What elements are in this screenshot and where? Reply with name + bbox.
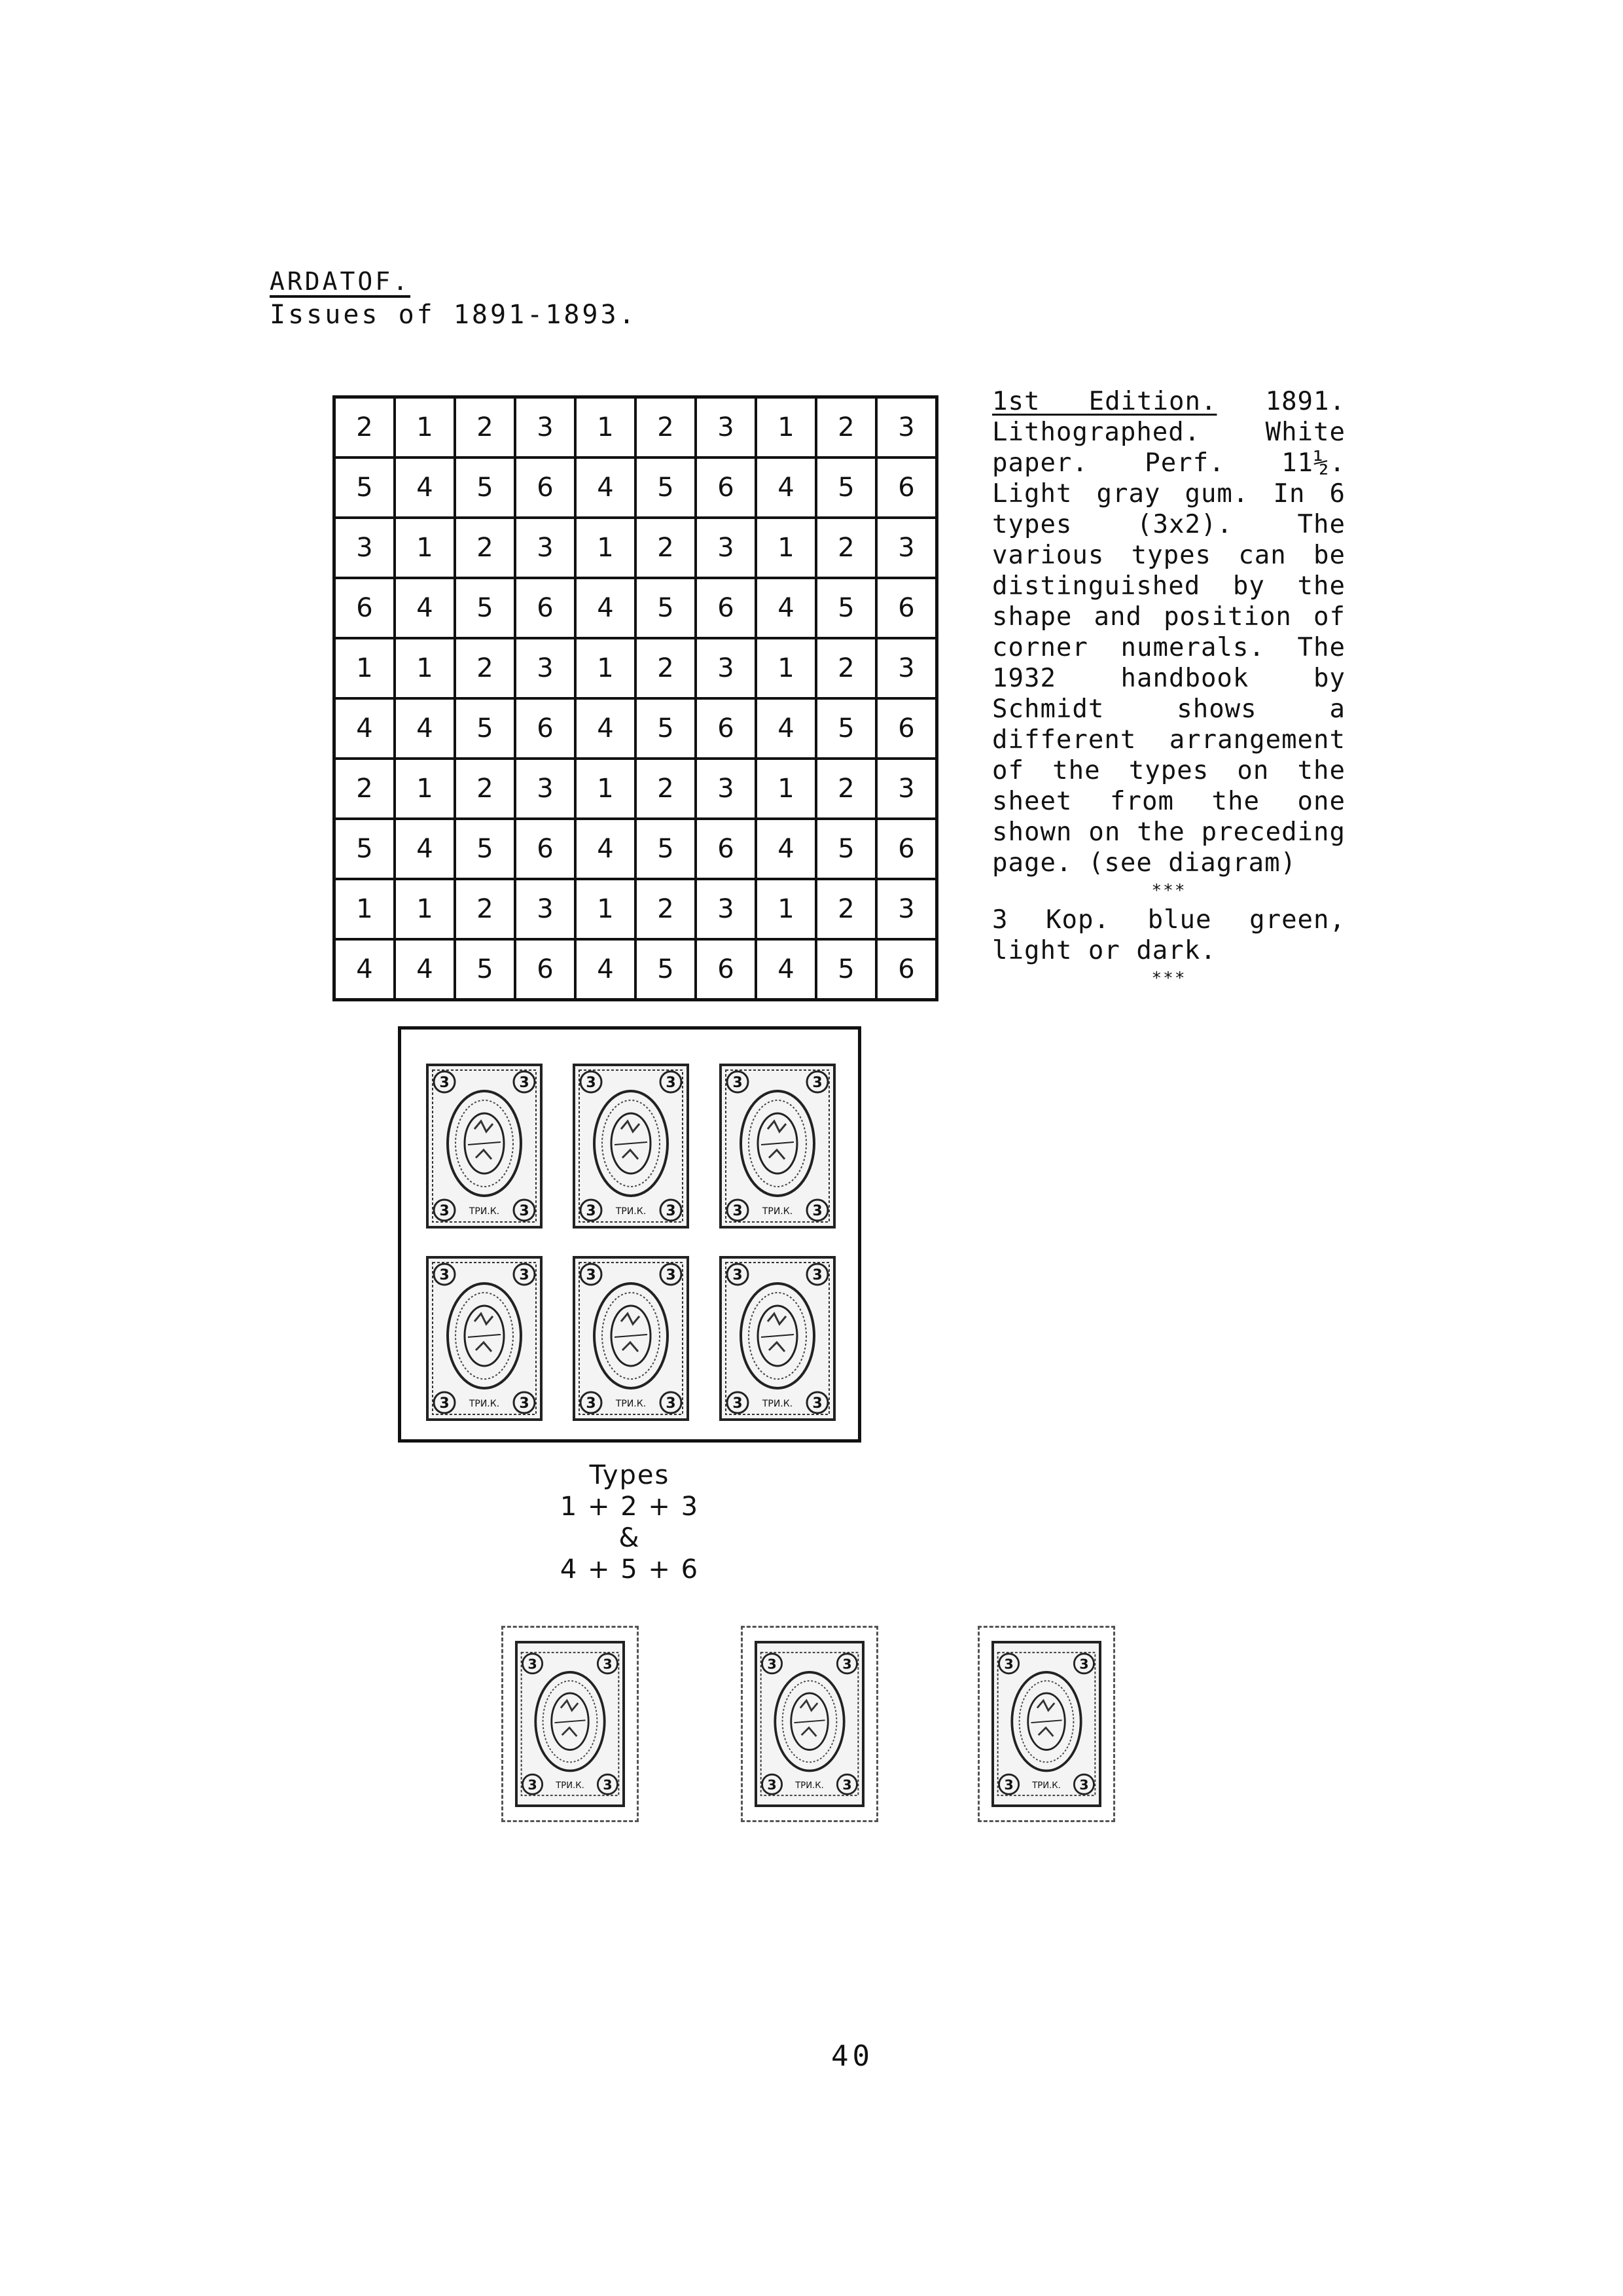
svg-text:3: 3 (527, 1776, 537, 1793)
grid-cell: 6 (515, 578, 575, 638)
grid-cell: 2 (455, 879, 515, 939)
svg-text:3: 3 (519, 1267, 529, 1283)
svg-text:3: 3 (586, 1267, 596, 1283)
svg-text:3: 3 (603, 1776, 613, 1793)
svg-text:3: 3 (666, 1075, 676, 1091)
grid-cell: 2 (816, 397, 876, 458)
stamp-type-2 (573, 1064, 689, 1229)
edition-label: 1st Edition. (992, 387, 1217, 416)
grid-cell: 6 (876, 457, 937, 518)
grid-cell: 2 (635, 879, 696, 939)
stamp-type-1 (426, 1064, 543, 1229)
grid-cell: 3 (515, 397, 575, 458)
stamp-type-4 (426, 1256, 543, 1421)
grid-cell: 4 (756, 819, 816, 879)
edition-description (992, 386, 1346, 992)
grid-cell: 4 (575, 698, 635, 759)
used-stamp-image (741, 1626, 878, 1822)
grid-cell: 6 (876, 819, 937, 879)
svg-text:3: 3 (439, 1395, 450, 1412)
grid-cell: 3 (876, 759, 937, 819)
grid-row (334, 518, 937, 578)
grid-cell: 1 (395, 518, 455, 578)
grid-cell: 5 (334, 457, 395, 518)
grid-cell: 5 (816, 578, 876, 638)
grid-cell: 5 (455, 578, 515, 638)
grid-cell: 1 (575, 638, 635, 698)
grid-row (334, 457, 937, 518)
svg-text:3: 3 (439, 1267, 450, 1283)
grid-cell: 6 (515, 698, 575, 759)
grid-cell: 2 (816, 759, 876, 819)
grid-cell: 2 (334, 397, 395, 458)
grid-body (334, 397, 937, 1000)
grid-cell: 2 (635, 638, 696, 698)
grid-cell: 2 (816, 879, 876, 939)
grid-cell: 3 (696, 879, 756, 939)
grid-cell: 6 (696, 698, 756, 759)
separator-stars: *** (1151, 881, 1186, 901)
grid-cell: 5 (635, 819, 696, 879)
types-caption-line: Types (589, 1460, 670, 1490)
grid-row (334, 578, 937, 638)
stamp-type-6 (719, 1256, 836, 1421)
grid-cell: 3 (696, 638, 756, 698)
svg-text:3: 3 (1004, 1656, 1014, 1672)
svg-text:3: 3 (603, 1656, 613, 1672)
stamp-frame (515, 1641, 625, 1807)
grid-cell: 1 (334, 879, 395, 939)
edition-paragraph (992, 386, 1346, 878)
svg-text:ТРИ.К.: ТРИ.К. (1032, 1780, 1061, 1791)
grid-cell: 4 (575, 578, 635, 638)
grid-cell: 4 (395, 698, 455, 759)
grid-cell: 5 (635, 457, 696, 518)
svg-text:3: 3 (527, 1656, 537, 1672)
separator-stars-2: *** (1151, 969, 1186, 988)
svg-text:3: 3 (812, 1075, 823, 1091)
svg-text:ТРИ.К.: ТРИ.К. (762, 1206, 793, 1217)
svg-text:3: 3 (439, 1203, 450, 1219)
svg-text:3: 3 (842, 1656, 852, 1672)
grid-cell: 6 (696, 457, 756, 518)
svg-text:ТРИ.К.: ТРИ.К. (615, 1206, 647, 1217)
grid-row (334, 939, 937, 1000)
grid-cell: 4 (334, 939, 395, 1000)
grid-cell: 6 (515, 939, 575, 1000)
grid-row (334, 879, 937, 939)
stamp-frame (755, 1641, 865, 1807)
grid-cell: 6 (334, 578, 395, 638)
svg-text:3: 3 (666, 1203, 676, 1219)
page-number: 40 (831, 2039, 874, 2073)
grid-cell: 5 (635, 939, 696, 1000)
grid-cell: 1 (756, 879, 816, 939)
grid-cell: 2 (334, 759, 395, 819)
grid-cell: 3 (876, 397, 937, 458)
grid-cell: 2 (455, 397, 515, 458)
grid-cell: 6 (696, 578, 756, 638)
grid-cell: 4 (756, 939, 816, 1000)
grid-cell: 6 (696, 939, 756, 1000)
svg-text:3: 3 (519, 1075, 529, 1091)
types-caption-line: 4 + 5 + 6 (560, 1554, 700, 1585)
value-note: 3 Kop. blue green, light or dark. (992, 905, 1346, 965)
grid-cell: 4 (395, 819, 455, 879)
grid-cell: 4 (334, 698, 395, 759)
grid-cell: 4 (756, 457, 816, 518)
svg-text:3: 3 (732, 1395, 743, 1412)
grid-cell: 5 (816, 698, 876, 759)
grid-cell: 5 (816, 939, 876, 1000)
svg-text:3: 3 (1079, 1776, 1089, 1793)
grid-cell: 1 (575, 879, 635, 939)
grid-cell: 3 (515, 518, 575, 578)
grid-cell: 1 (395, 759, 455, 819)
svg-text:3: 3 (666, 1395, 676, 1412)
grid-cell: 3 (876, 518, 937, 578)
page-subheading: Issues of 1891-1893. (270, 300, 637, 330)
grid-cell: 4 (575, 457, 635, 518)
grid-cell: 5 (334, 819, 395, 879)
grid-cell: 3 (515, 879, 575, 939)
grid-cell: 2 (455, 638, 515, 698)
stamp-type-3 (719, 1064, 836, 1229)
grid-cell: 2 (816, 518, 876, 578)
types-caption-line: & (618, 1523, 641, 1553)
grid-cell: 2 (635, 397, 696, 458)
grid-cell: 1 (575, 518, 635, 578)
grid-cell: 3 (334, 518, 395, 578)
svg-text:3: 3 (519, 1203, 529, 1219)
used-stamp-image (978, 1626, 1115, 1822)
grid-cell: 1 (395, 879, 455, 939)
svg-text:3: 3 (842, 1776, 852, 1793)
grid-row (334, 638, 937, 698)
grid-cell: 2 (455, 518, 515, 578)
grid-cell: 1 (575, 759, 635, 819)
svg-text:ТРИ.К.: ТРИ.К. (615, 1399, 647, 1409)
grid-cell: 6 (876, 578, 937, 638)
svg-text:3: 3 (812, 1203, 823, 1219)
svg-text:ТРИ.К.: ТРИ.К. (469, 1399, 500, 1409)
svg-text:ТРИ.К.: ТРИ.К. (795, 1780, 824, 1791)
grid-cell: 1 (395, 397, 455, 458)
stamp-block-image (398, 1026, 861, 1443)
grid-cell: 2 (816, 638, 876, 698)
grid-row (334, 397, 937, 458)
grid-cell: 4 (756, 698, 816, 759)
grid-cell: 6 (515, 457, 575, 518)
svg-text:3: 3 (666, 1267, 676, 1283)
grid-cell: 1 (756, 518, 816, 578)
grid-cell: 3 (876, 638, 937, 698)
grid-row (334, 759, 937, 819)
svg-text:3: 3 (586, 1395, 596, 1412)
grid-cell: 3 (515, 759, 575, 819)
grid-cell: 6 (876, 698, 937, 759)
grid-cell: 5 (455, 698, 515, 759)
svg-text:3: 3 (767, 1776, 777, 1793)
grid-cell: 3 (515, 638, 575, 698)
svg-text:3: 3 (1079, 1656, 1089, 1672)
grid-cell: 4 (575, 819, 635, 879)
svg-text:3: 3 (732, 1075, 743, 1091)
svg-text:3: 3 (767, 1656, 777, 1672)
grid-cell: 1 (756, 638, 816, 698)
svg-text:3: 3 (439, 1075, 450, 1091)
svg-text:3: 3 (812, 1267, 823, 1283)
used-stamp-image (501, 1626, 639, 1822)
page-heading: ARDATOF. (270, 267, 411, 296)
grid-cell: 2 (455, 759, 515, 819)
svg-text:ТРИ.К.: ТРИ.К. (469, 1206, 500, 1217)
grid-cell: 5 (816, 457, 876, 518)
edition-text: 1891. Lithographed. White paper. Perf. 11½. Light gray gum. In 6 types (3x2). The various types can be distinguished by the shape and position of corner numerals. The 1932 handbook by Schmidt shows a different arrangement of the types on the sheet from the one shown on the preceding page. (see diagram) (992, 387, 1346, 878)
grid-cell: 4 (395, 457, 455, 518)
grid-cell: 1 (575, 397, 635, 458)
grid-cell: 4 (395, 939, 455, 1000)
svg-text:ТРИ.К.: ТРИ.К. (762, 1399, 793, 1409)
grid-cell: 3 (696, 397, 756, 458)
svg-text:3: 3 (519, 1395, 529, 1412)
grid-cell: 2 (635, 518, 696, 578)
grid-cell: 3 (696, 759, 756, 819)
grid-cell: 1 (756, 759, 816, 819)
types-caption (531, 1460, 728, 1585)
svg-text:3: 3 (586, 1075, 596, 1091)
grid-cell: 6 (696, 819, 756, 879)
grid-cell: 5 (635, 698, 696, 759)
grid-cell: 4 (575, 939, 635, 1000)
grid-cell: 4 (395, 578, 455, 638)
svg-text:ТРИ.К.: ТРИ.К. (556, 1780, 584, 1791)
grid-cell: 3 (876, 879, 937, 939)
grid-cell: 3 (696, 518, 756, 578)
svg-text:3: 3 (1004, 1776, 1014, 1793)
grid-cell: 1 (756, 397, 816, 458)
svg-text:3: 3 (732, 1203, 743, 1219)
grid-cell: 6 (876, 939, 937, 1000)
grid-cell: 2 (635, 759, 696, 819)
grid-cell: 5 (455, 939, 515, 1000)
svg-text:3: 3 (586, 1203, 596, 1219)
grid-cell: 6 (515, 819, 575, 879)
grid-cell: 1 (334, 638, 395, 698)
grid-cell: 4 (756, 578, 816, 638)
svg-text:3: 3 (732, 1267, 743, 1283)
grid-cell: 5 (635, 578, 696, 638)
stamp-type-5 (573, 1256, 689, 1421)
grid-cell: 5 (455, 457, 515, 518)
sheet-type-grid (332, 395, 938, 1001)
grid-cell: 5 (455, 819, 515, 879)
grid-row (334, 698, 937, 759)
grid-row (334, 819, 937, 879)
svg-text:3: 3 (812, 1395, 823, 1412)
stamp-frame (991, 1641, 1101, 1807)
types-caption-line: 1 + 2 + 3 (560, 1492, 700, 1522)
grid-cell: 5 (816, 819, 876, 879)
grid-cell: 1 (395, 638, 455, 698)
